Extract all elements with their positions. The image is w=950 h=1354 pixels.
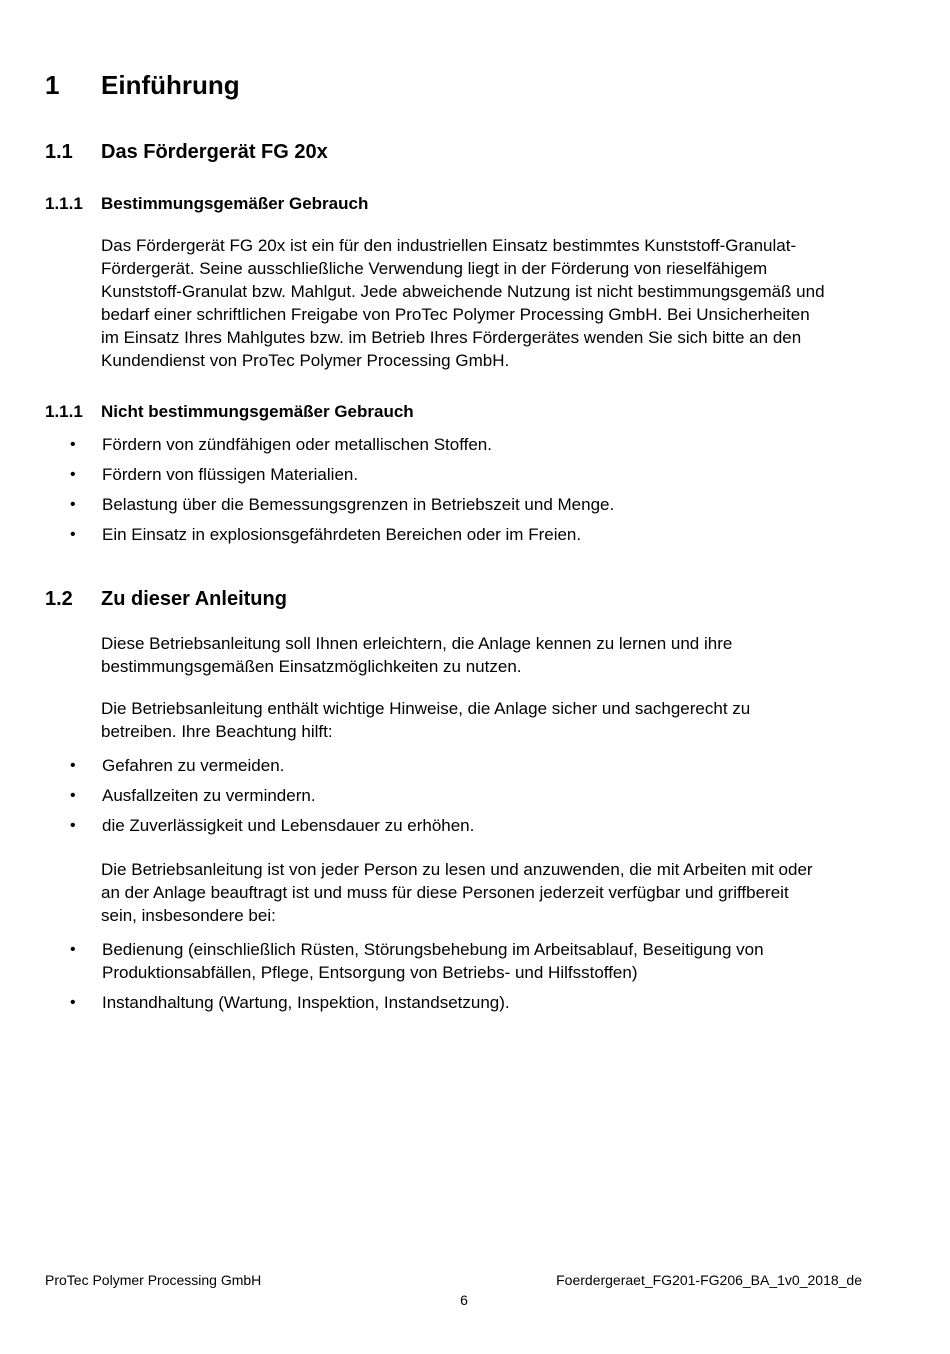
list-item-text: Belastung über die Bemessungsgrenzen in Betriebszeit und Menge.: [102, 495, 615, 514]
section-title: Das Fördergerät FG 20x: [101, 141, 328, 163]
text-line: Die Betriebsanleitung ist von jeder Person zu lesen und anzuwenden, die mit Arbeiten mit oder: [101, 860, 813, 879]
instructions-notes-paragraph: [101, 697, 891, 743]
intended-use-paragraph: [101, 234, 891, 372]
footer-company: ProTec Polymer Processing GmbH: [45, 1272, 262, 1288]
text-line: Diese Betriebsanleitung soll Ihnen erleichtern, die Anlage kennen zu lernen und ihre: [101, 634, 733, 653]
bullet-icon: •: [70, 817, 76, 834]
list-item-text: Gefahren zu vermeiden.: [102, 756, 285, 775]
footer-document-id: Foerdergeraet_FG201-FG206_BA_1v0_2018_de: [556, 1272, 862, 1288]
instructions-intro-paragraph: [101, 632, 891, 678]
section-title: Zu dieser Anleitung: [101, 588, 287, 610]
list-item-text: die Zuverlässigkeit und Lebensdauer zu erhöhen.: [102, 816, 475, 835]
subsection-title: Bestimmungsgemäßer Gebrauch: [101, 194, 369, 213]
text-line: bedarf einer schriftlichen Freigabe von ProTec Polymer Processing GmbH. Bei Unsicherheiten: [101, 305, 810, 324]
chapter-title: Einführung: [101, 70, 240, 100]
list-item-text: Fördern von flüssigen Materialien.: [102, 465, 359, 484]
subsection-number: 1.1.1: [45, 402, 83, 421]
bullet-icon: •: [70, 436, 76, 453]
text-line: Produktionsabfällen, Pflege, Entsorgung von Betriebs- und Hilfsstoffen): [102, 963, 638, 982]
bullet-icon: •: [70, 526, 76, 543]
list-item-text: Ausfallzeiten zu vermindern.: [102, 786, 316, 805]
text-line: an der Anlage beauftragt ist und muss für diese Personen jederzeit verfügbar und griffbereit: [101, 883, 789, 902]
text-line: Kunststoff-Granulat bzw. Mahlgut. Jede abweichende Nutzung ist nicht bestimmungsgemäß und: [101, 282, 825, 301]
section-number: 1.1: [45, 141, 73, 163]
list-item-text: Fördern von zündfähigen oder metallischen Stoffen.: [102, 435, 492, 454]
bullet-icon: •: [70, 757, 76, 774]
text-line: bestimmungsgemäßen Einsatzmöglichkeiten zu nutzen.: [101, 657, 522, 676]
bullet-icon: •: [70, 496, 76, 513]
list-item-text: [102, 938, 882, 984]
chapter-number: 1: [45, 70, 60, 100]
section-number: 1.2: [45, 588, 73, 610]
text-line: Bedienung (einschließlich Rüsten, Störungsbehebung im Arbeitsablauf, Beseitigung von: [102, 940, 764, 959]
text-line: Das Fördergerät FG 20x ist ein für den industriellen Einsatz bestimmtes Kunststoff-Granulat-: [101, 236, 797, 255]
text-line: Fördergerät. Seine ausschließliche Verwendung liegt in der Förderung von rieselfähigem: [101, 259, 768, 278]
text-line: im Einsatz Ihres Mahlgutes bzw. im Betrieb Ihres Fördergerätes wenden Sie sich bitte an den: [101, 328, 802, 347]
text-line: sein, insbesondere bei:: [101, 906, 276, 925]
instructions-availability-paragraph: [101, 858, 891, 927]
bullet-icon: •: [70, 787, 76, 804]
bullet-icon: •: [70, 466, 76, 483]
subsection-number: 1.1.1: [45, 194, 83, 213]
text-line: Instandhaltung (Wartung, Inspektion, Instandsetzung).: [102, 993, 510, 1012]
bullet-icon: •: [70, 994, 76, 1011]
bullet-icon: •: [70, 941, 76, 958]
list-item-text: Ein Einsatz in explosionsgefährdeten Bereichen oder im Freien.: [102, 525, 582, 544]
text-line: betreiben. Ihre Beachtung hilft:: [101, 722, 333, 741]
page-number: 6: [460, 1292, 468, 1308]
subsection-title: Nicht bestimmungsgemäßer Gebrauch: [101, 402, 414, 421]
list-item-text: [102, 991, 882, 1014]
text-line: Die Betriebsanleitung enthält wichtige Hinweise, die Anlage sicher und sachgerecht zu: [101, 699, 751, 718]
text-line: Kundendienst von ProTec Polymer Processing GmbH.: [101, 351, 510, 370]
